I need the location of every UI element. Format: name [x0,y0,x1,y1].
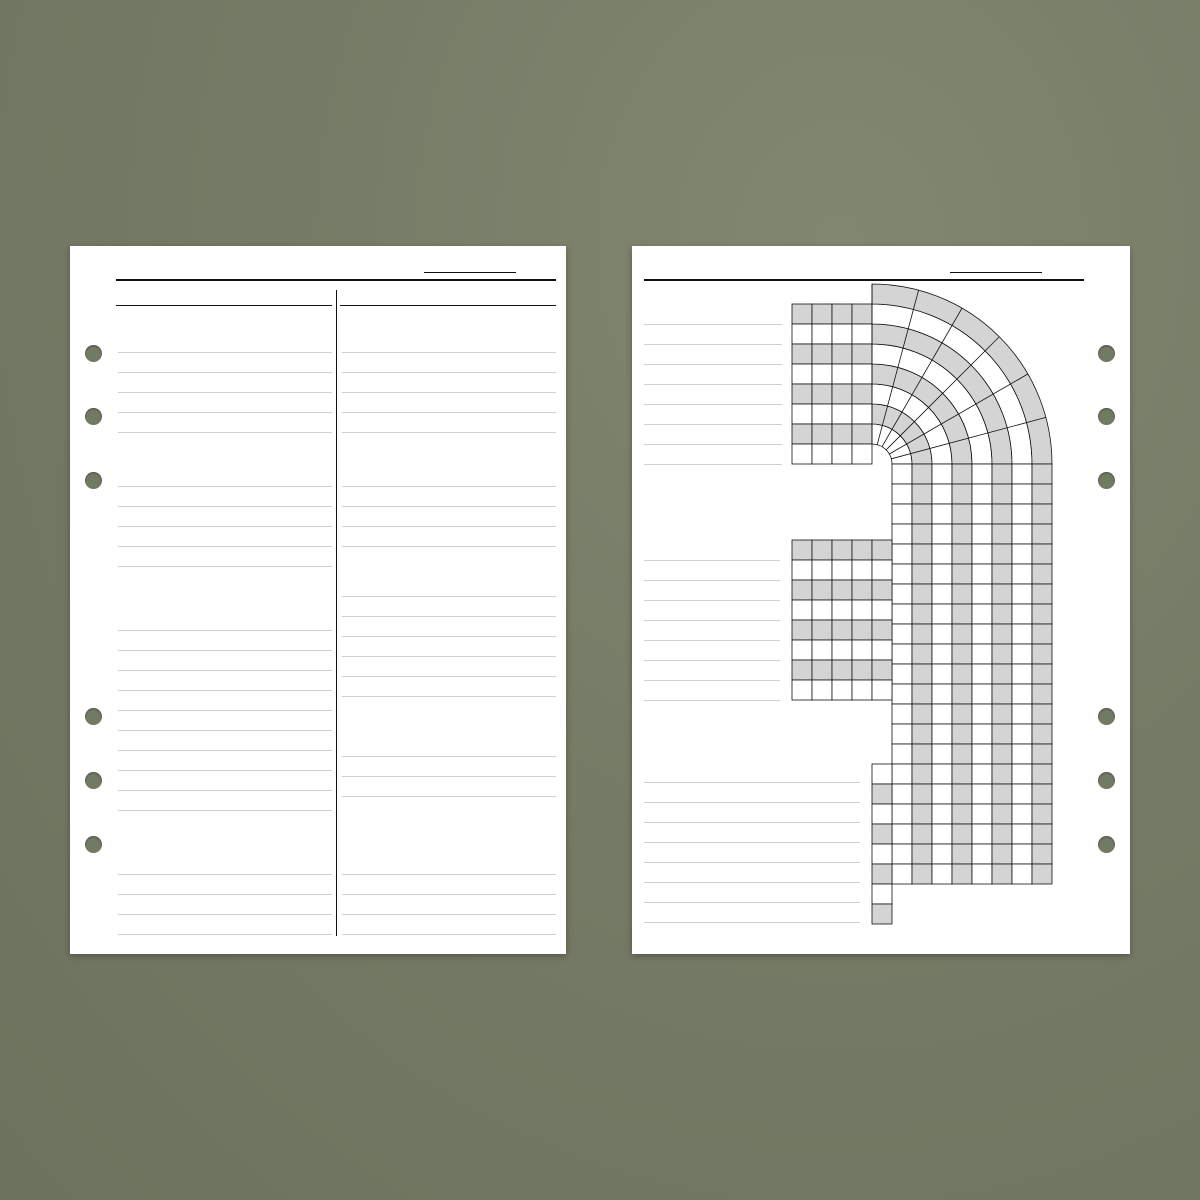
down-cell[interactable] [932,624,952,644]
daily-cell[interactable] [792,444,812,464]
down-cell[interactable] [972,604,992,624]
down-cell[interactable] [1032,764,1052,784]
weekly-cell[interactable] [852,600,872,620]
punch-hole [1098,408,1115,425]
down-cell[interactable] [1012,784,1032,804]
daily-cell[interactable] [832,324,852,344]
weekly-cell[interactable] [812,660,832,680]
weekly-cell[interactable] [852,640,872,660]
down-cell[interactable] [892,804,912,824]
down-cell[interactable] [1012,804,1032,824]
down-cell[interactable] [1012,524,1032,544]
down-cell[interactable] [932,604,952,624]
down-cell[interactable] [892,524,912,544]
down-cell[interactable] [912,484,932,504]
daily-cell[interactable] [832,364,852,384]
down-cell[interactable] [1032,604,1052,624]
down-cell[interactable] [892,464,912,484]
weekly-cell[interactable] [792,660,812,680]
down-cell[interactable] [992,504,1012,524]
daily-cell[interactable] [792,324,812,344]
down-cell[interactable] [992,624,1012,644]
down-cell[interactable] [1012,864,1032,884]
down-cell[interactable] [932,484,952,504]
punch-hole [85,836,102,853]
down-cell[interactable] [992,644,1012,664]
down-cell[interactable] [952,664,972,684]
down-cell[interactable] [932,824,952,844]
down-cell[interactable] [932,664,952,684]
daily-cell[interactable] [812,384,832,404]
down-cell[interactable] [1032,524,1052,544]
down-cell[interactable] [1012,584,1032,604]
col-change-rule [340,305,556,306]
daily-cell[interactable] [852,304,872,324]
monthly-cell[interactable] [872,824,892,844]
down-cell[interactable] [1012,764,1032,784]
weekly-cell[interactable] [852,680,872,700]
down-cell[interactable] [992,844,1012,864]
daily-cell[interactable] [832,384,852,404]
daily-cell[interactable] [852,364,872,384]
down-cell[interactable] [1032,544,1052,564]
down-cell[interactable] [912,684,932,704]
down-cell[interactable] [892,624,912,644]
down-cell[interactable] [992,824,1012,844]
down-cell[interactable] [972,804,992,824]
weekly-cell[interactable] [872,620,892,640]
habits-reflection-sheet [70,246,566,954]
down-cell[interactable] [992,664,1012,684]
daily-cell[interactable] [792,304,812,324]
weekly-cell[interactable] [832,600,852,620]
weekly-cell[interactable] [832,680,852,700]
down-cell[interactable] [1012,564,1032,584]
down-cell[interactable] [972,544,992,564]
down-cell[interactable] [912,804,932,824]
down-cell[interactable] [992,484,1012,504]
daily-cell[interactable] [812,324,832,344]
down-cell[interactable] [952,564,972,584]
down-cell[interactable] [932,864,952,884]
weekly-cell[interactable] [812,680,832,700]
down-cell[interactable] [912,504,932,524]
down-cell[interactable] [952,804,972,824]
weekly-cell[interactable] [812,560,832,580]
down-cell[interactable] [892,584,912,604]
down-cell[interactable] [912,724,932,744]
punch-hole [85,345,102,362]
weekly-cell[interactable] [812,600,832,620]
down-cell[interactable] [932,804,952,824]
weekly-cell[interactable] [792,600,812,620]
daily-cell[interactable] [812,364,832,384]
weekly-cell[interactable] [872,560,892,580]
down-cell[interactable] [912,784,932,804]
daily-cell[interactable] [792,424,812,444]
down-cell[interactable] [972,664,992,684]
down-cell[interactable] [952,824,972,844]
down-cell[interactable] [912,704,932,724]
down-cell[interactable] [952,604,972,624]
down-cell[interactable] [892,704,912,724]
col-implement-rule [116,305,332,306]
weekly-cell[interactable] [792,620,812,640]
down-cell[interactable] [952,524,972,544]
weekly-cell[interactable] [832,640,852,660]
down-cell[interactable] [1012,544,1032,564]
down-cell[interactable] [952,504,972,524]
down-cell[interactable] [1012,644,1032,664]
down-cell[interactable] [892,664,912,684]
monthly-cell[interactable] [872,844,892,864]
down-cell[interactable] [1032,704,1052,724]
down-cell[interactable] [952,784,972,804]
daily-cell[interactable] [812,404,832,424]
weekly-cell[interactable] [792,580,812,600]
daily-cell[interactable] [832,444,852,464]
daily-cell[interactable] [852,344,872,364]
down-cell[interactable] [952,684,972,704]
down-cell[interactable] [1032,564,1052,584]
down-cell[interactable] [1032,584,1052,604]
down-cell[interactable] [952,864,972,884]
punch-hole [1098,345,1115,362]
daily-cell[interactable] [832,344,852,364]
down-cell[interactable] [1012,744,1032,764]
daily-cell[interactable] [852,324,872,344]
down-cell[interactable] [952,484,972,504]
down-cell[interactable] [992,864,1012,884]
down-cell[interactable] [952,584,972,604]
daily-cell[interactable] [792,364,812,384]
down-cell[interactable] [892,724,912,744]
monthly-cell[interactable] [872,784,892,804]
down-cell[interactable] [992,724,1012,744]
down-cell[interactable] [992,804,1012,824]
weekly-cell[interactable] [832,540,852,560]
weekly-cell[interactable] [852,620,872,640]
daily-cell[interactable] [832,424,852,444]
down-cell[interactable] [932,564,952,584]
down-cell[interactable] [972,504,992,524]
down-cell[interactable] [952,464,972,484]
punch-hole [1098,472,1115,489]
weekly-cell[interactable] [872,640,892,660]
weekly-cell[interactable] [852,540,872,560]
down-cell[interactable] [1012,504,1032,524]
monthly-cell[interactable] [872,864,892,884]
daily-cell[interactable] [832,404,852,424]
down-cell[interactable] [892,784,912,804]
punch-hole [1098,836,1115,853]
down-cell[interactable] [892,604,912,624]
weekly-cell[interactable] [832,660,852,680]
down-cell[interactable] [1032,744,1052,764]
down-cell[interactable] [932,704,952,724]
daily-cell[interactable] [792,404,812,424]
daily-cell[interactable] [852,424,872,444]
punch-hole [85,772,102,789]
down-cell[interactable] [972,464,992,484]
down-cell[interactable] [892,864,912,884]
down-cell[interactable] [992,764,1012,784]
down-cell[interactable] [912,544,932,564]
down-cell[interactable] [972,784,992,804]
weekly-cell[interactable] [872,540,892,560]
daily-cell[interactable] [852,444,872,464]
down-cell[interactable] [992,464,1012,484]
down-cell[interactable] [972,524,992,544]
weekly-cell[interactable] [852,560,872,580]
weekly-cell[interactable] [812,540,832,560]
down-cell[interactable] [972,844,992,864]
tracker-grid[interactable] [632,246,1130,954]
daily-cell[interactable] [812,424,832,444]
down-cell[interactable] [952,544,972,564]
down-cell[interactable] [892,824,912,844]
down-cell[interactable] [892,544,912,564]
down-cell[interactable] [992,604,1012,624]
down-cell[interactable] [1012,664,1032,684]
down-cell[interactable] [992,784,1012,804]
down-cell[interactable] [932,544,952,564]
down-cell[interactable] [952,724,972,744]
down-cell[interactable] [972,704,992,724]
down-cell[interactable] [1032,784,1052,804]
weekly-cell[interactable] [852,580,872,600]
down-cell[interactable] [1032,484,1052,504]
punch-hole [85,408,102,425]
down-cell[interactable] [1032,464,1052,484]
down-cell[interactable] [1032,864,1052,884]
down-cell[interactable] [1012,704,1032,724]
down-cell[interactable] [952,644,972,664]
down-cell[interactable] [932,744,952,764]
weekly-cell[interactable] [872,660,892,680]
down-cell[interactable] [1012,844,1032,864]
down-cell[interactable] [912,524,932,544]
punch-hole [85,472,102,489]
down-cell[interactable] [912,824,932,844]
down-cell[interactable] [1012,604,1032,624]
down-cell[interactable] [892,844,912,864]
down-cell[interactable] [972,484,992,504]
monthly-cell[interactable] [872,904,892,924]
weekly-cell[interactable] [832,580,852,600]
down-cell[interactable] [912,644,932,664]
daily-cell[interactable] [852,404,872,424]
down-cell[interactable] [932,644,952,664]
down-cell[interactable] [992,524,1012,544]
down-cell[interactable] [892,764,912,784]
monthly-cell[interactable] [872,804,892,824]
down-cell[interactable] [952,704,972,724]
weekly-cell[interactable] [832,620,852,640]
weekly-cell[interactable] [872,580,892,600]
down-cell[interactable] [1012,824,1032,844]
down-cell[interactable] [1032,684,1052,704]
down-cell[interactable] [932,464,952,484]
daily-cell[interactable] [812,444,832,464]
habit-tracker-sheet [632,246,1130,954]
punch-hole [1098,708,1115,725]
title-rule [116,279,556,281]
down-cell[interactable] [932,684,952,704]
down-cell[interactable] [952,744,972,764]
down-cell[interactable] [892,644,912,664]
down-cell[interactable] [972,824,992,844]
down-cell[interactable] [972,744,992,764]
down-cell[interactable] [892,744,912,764]
weekly-cell[interactable] [832,560,852,580]
down-cell[interactable] [952,844,972,864]
down-cell[interactable] [992,744,1012,764]
punch-hole [1098,772,1115,789]
down-cell[interactable] [932,584,952,604]
down-cell[interactable] [932,784,952,804]
down-cell[interactable] [912,744,932,764]
weekly-cell[interactable] [812,580,832,600]
down-cell[interactable] [932,844,952,864]
down-cell[interactable] [972,724,992,744]
weekly-cell[interactable] [812,640,832,660]
down-cell[interactable] [912,584,932,604]
down-cell[interactable] [992,584,1012,604]
daily-cell[interactable] [852,384,872,404]
down-cell[interactable] [932,524,952,544]
down-cell[interactable] [1032,804,1052,824]
daily-cell[interactable] [812,344,832,364]
weekly-cell[interactable] [792,540,812,560]
daily-cell[interactable] [832,304,852,324]
down-cell[interactable] [912,604,932,624]
down-cell[interactable] [1032,644,1052,664]
down-cell[interactable] [1032,664,1052,684]
down-cell[interactable] [912,764,932,784]
down-cell[interactable] [912,664,932,684]
down-cell[interactable] [932,764,952,784]
down-cell[interactable] [972,864,992,884]
down-cell[interactable] [892,564,912,584]
down-cell[interactable] [972,624,992,644]
column-divider [336,290,337,936]
down-cell[interactable] [892,504,912,524]
down-cell[interactable] [1012,624,1032,644]
down-cell[interactable] [1032,724,1052,744]
down-cell[interactable] [1032,624,1052,644]
down-cell[interactable] [1012,724,1032,744]
down-cell[interactable] [912,844,932,864]
weekly-cell[interactable] [872,600,892,620]
down-cell[interactable] [972,684,992,704]
down-cell[interactable] [952,624,972,644]
weekly-cell[interactable] [872,680,892,700]
down-cell[interactable] [892,684,912,704]
daily-cell[interactable] [812,304,832,324]
down-cell[interactable] [912,564,932,584]
weekly-cell[interactable] [792,560,812,580]
down-cell[interactable] [972,644,992,664]
down-cell[interactable] [992,704,1012,724]
down-cell[interactable] [1012,684,1032,704]
down-cell[interactable] [992,544,1012,564]
down-cell[interactable] [972,764,992,784]
daily-cell[interactable] [792,384,812,404]
down-cell[interactable] [952,764,972,784]
down-cell[interactable] [1032,504,1052,524]
down-cell[interactable] [912,464,932,484]
down-cell[interactable] [992,684,1012,704]
weekly-cell[interactable] [792,640,812,660]
down-cell[interactable] [992,564,1012,584]
down-cell[interactable] [972,564,992,584]
weekly-cell[interactable] [792,680,812,700]
weekly-cell[interactable] [812,620,832,640]
down-cell[interactable] [932,504,952,524]
month-field[interactable] [420,262,516,276]
down-cell[interactable] [912,864,932,884]
monthly-cell[interactable] [872,884,892,904]
weekly-cell[interactable] [852,660,872,680]
down-cell[interactable] [972,584,992,604]
down-cell[interactable] [932,724,952,744]
down-cell[interactable] [1032,824,1052,844]
down-cell[interactable] [1012,464,1032,484]
punch-hole [85,708,102,725]
month-blank[interactable] [424,262,516,273]
monthly-cell[interactable] [872,764,892,784]
down-cell[interactable] [892,484,912,504]
down-cell[interactable] [912,624,932,644]
down-cell[interactable] [1032,844,1052,864]
down-cell[interactable] [1012,484,1032,504]
daily-cell[interactable] [792,344,812,364]
